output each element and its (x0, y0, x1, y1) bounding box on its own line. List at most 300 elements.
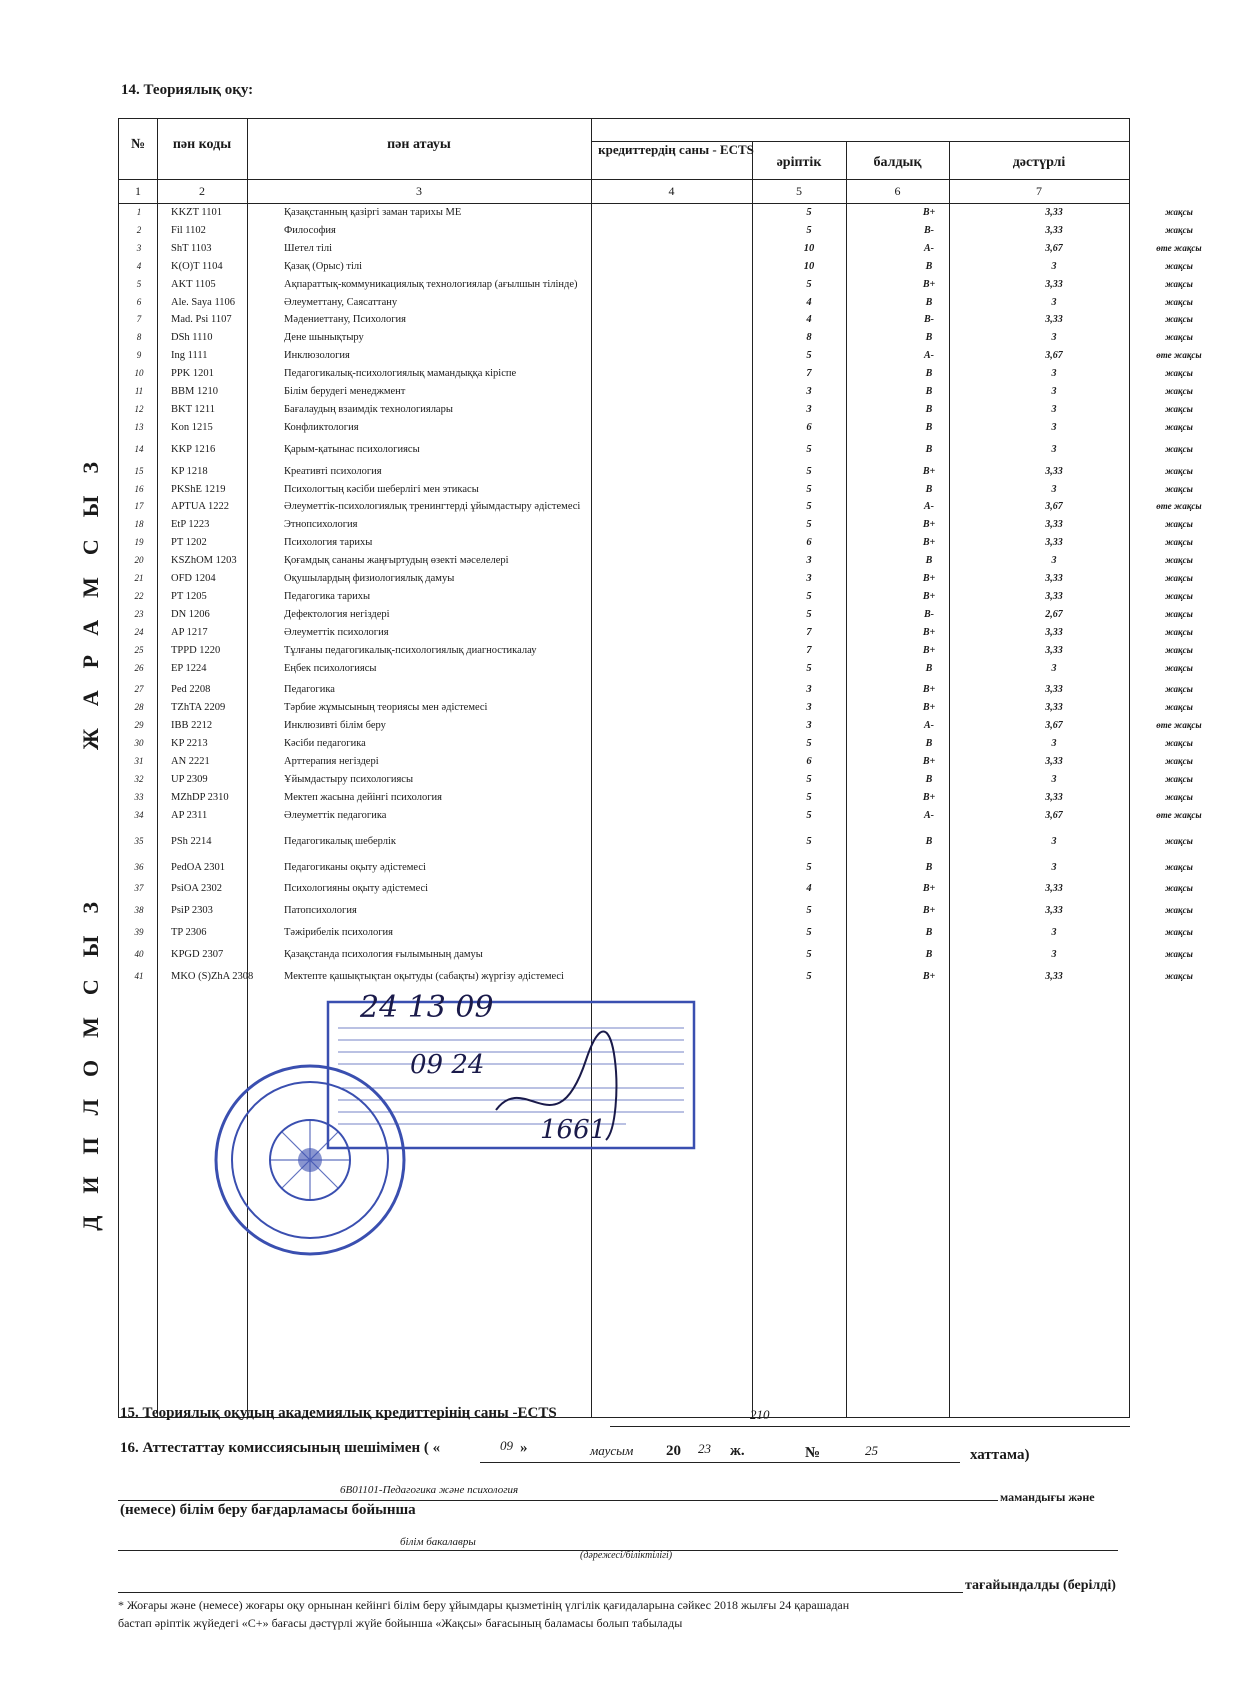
points-grade: 3 (1051, 296, 1057, 308)
row-number: 27 (134, 684, 144, 695)
subject-name: Инклюзология (284, 350, 350, 362)
letter-grade: B+ (922, 626, 936, 638)
subject-name: Әлеуметтік-психологиялық тренингтерді ұйымдастыру әдістемесі (284, 501, 581, 513)
table-row (119, 260, 1193, 277)
letter-grade: B (925, 555, 933, 567)
table-row (119, 590, 1193, 607)
subject-name: Инклюзивті білім беру (284, 720, 386, 732)
subject-code: PT 1205 (171, 590, 207, 602)
letter-grade: A- (924, 350, 934, 362)
traditional-grade: жақсы (1165, 403, 1193, 414)
col-number: 2 (199, 184, 205, 198)
underline (118, 1592, 963, 1593)
points-grade: 3,33 (1045, 905, 1063, 917)
row-number: 21 (134, 573, 144, 583)
credits: 5 (806, 773, 812, 785)
traditional-grade: өте жақсы (1156, 720, 1202, 731)
subject-name: Әлеуметтік психология (284, 626, 389, 638)
subject-code: KSZhOM 1203 (171, 555, 237, 567)
total-credits: 210 (750, 1407, 770, 1422)
points-grade: 3 (1051, 368, 1057, 380)
row-number: 29 (134, 720, 144, 731)
credits: 5 (806, 465, 812, 477)
letter-grade: B (925, 332, 933, 344)
row-number: 35 (134, 835, 144, 846)
points-grade: 3,33 (1045, 883, 1063, 895)
header-name: пән атауы (387, 137, 451, 152)
subject-code: OFD 1204 (171, 573, 216, 584)
subject-code: EtP 1223 (171, 519, 210, 531)
table-row (119, 702, 1193, 718)
points-grade: 3,33 (1045, 537, 1063, 549)
row-number: 18 (134, 519, 144, 530)
subject-code: MZhDP 2310 (171, 791, 229, 803)
points-grade: 3 (1051, 421, 1057, 433)
credits: 10 (803, 242, 815, 254)
subject-code: KP 1218 (171, 465, 208, 477)
traditional-grade: жақсы (1165, 738, 1193, 749)
points-grade: 2,67 (1045, 608, 1063, 620)
credits: 3 (806, 386, 812, 397)
row-number: 17 (134, 501, 144, 512)
subject-code: Kon 1215 (171, 421, 213, 433)
subject-code: KKP 1216 (171, 443, 216, 455)
credits: 5 (806, 483, 812, 495)
letter-grade: B+ (922, 684, 936, 696)
traditional-grade: жақсы (1165, 608, 1193, 619)
letter-grade: B+ (922, 590, 936, 602)
att-year-prefix: 20 (666, 1443, 681, 1459)
letter-grade: B (925, 368, 933, 380)
credits: 5 (806, 662, 812, 674)
traditional-grade: жақсы (1165, 927, 1193, 938)
att-year-suffix: ж. (730, 1443, 745, 1459)
letter-grade: B+ (922, 971, 936, 982)
credits: 5 (806, 501, 812, 513)
letter-grade: B (925, 483, 933, 495)
letter-grade: B+ (922, 278, 936, 290)
row-number: 9 (136, 350, 142, 361)
traditional-grade: жақсы (1165, 702, 1193, 713)
points-grade: 3,33 (1045, 278, 1063, 290)
subject-code: K(O)T 1104 (171, 260, 223, 272)
subject-code: AP 1217 (171, 626, 208, 638)
points-grade: 3,67 (1045, 720, 1063, 732)
subject-code: Ale. Saya 1106 (171, 296, 236, 308)
row-number: 25 (134, 644, 144, 655)
points-grade: 3,67 (1045, 242, 1063, 254)
row-number: 32 (134, 773, 144, 784)
row-number: 30 (134, 738, 144, 749)
traditional-grade: жақсы (1165, 386, 1193, 396)
credits: 5 (806, 519, 812, 531)
subject-code: BBM 1210 (171, 386, 218, 397)
subject-name: Мектеп жасына дейінгі психология (284, 791, 442, 803)
subject-code: TZhTA 2209 (171, 702, 226, 714)
table-row (119, 519, 1193, 535)
letter-grade: B (925, 296, 933, 308)
row-number: 20 (134, 555, 144, 566)
letter-grade: B- (924, 314, 934, 326)
points-grade: 3 (1051, 927, 1057, 939)
subject-name: Білім берудегі менеджмент (284, 386, 406, 397)
table-row (119, 555, 1193, 571)
att-day: 09 (500, 1438, 513, 1453)
subject-code: PsiOA 2302 (171, 883, 223, 895)
protocol-suffix: хаттама) (970, 1447, 1030, 1463)
traditional-grade: жақсы (1165, 773, 1193, 784)
subject-name: Креативті психология (284, 465, 382, 477)
row-number: 4 (136, 260, 142, 271)
subject-name: Философия (284, 224, 336, 236)
underline (480, 1462, 960, 1463)
table-row (119, 242, 1202, 259)
degree-hint: (дәрежесі/біліктілігі) (580, 1550, 673, 1561)
subject-code: KKZT 1101 (171, 207, 223, 218)
points-grade: 3 (1051, 738, 1057, 750)
credits: 6 (806, 537, 812, 549)
row-number: 36 (134, 861, 144, 872)
traditional-grade: жақсы (1165, 905, 1193, 916)
credits: 5 (806, 738, 812, 750)
header-no: № (130, 137, 146, 152)
traditional-grade: өте жақсы (1156, 242, 1202, 253)
row-number: 11 (134, 386, 144, 396)
subject-name: Қазақ (Орыс) тілі (284, 260, 363, 272)
subject-code: DN 1206 (171, 608, 210, 620)
subject-code: KP 2213 (171, 738, 208, 750)
letter-grade: B- (924, 224, 934, 236)
traditional-grade: жақсы (1165, 791, 1193, 802)
subject-code: PedOA 2301 (171, 861, 225, 873)
credits: 3 (806, 573, 812, 584)
credits: 6 (806, 756, 812, 767)
subject-code: Ing 1111 (171, 350, 208, 362)
points-grade: 3 (1051, 773, 1057, 785)
traditional-grade: жақсы (1165, 684, 1193, 695)
credits: 4 (806, 883, 812, 895)
subject-name: Психологияны оқыту әдістемесі (284, 883, 429, 895)
subject-name: Педагогика тарихы (284, 590, 371, 602)
subject-name: Кәсіби педагогика (284, 738, 366, 750)
letter-grade: B+ (922, 644, 936, 656)
traditional-grade: жақсы (1165, 883, 1193, 894)
row-number: 6 (136, 296, 142, 307)
traditional-grade: өте жақсы (1156, 809, 1202, 820)
header-rule (119, 179, 1129, 180)
traditional-grade: жақсы (1165, 756, 1193, 766)
table-row (119, 835, 1193, 852)
traditional-grade: өте жақсы (1156, 501, 1202, 512)
letter-grade: B+ (922, 791, 936, 803)
stamp-reg-no: 1661 (540, 1115, 607, 1145)
footer-line-15: 15. Теориялық оқудың академиялық кредиттерінің саны -ECTS (120, 1405, 557, 1421)
table-row (119, 773, 1193, 790)
traditional-grade: жақсы (1165, 573, 1193, 583)
credits: 4 (806, 296, 812, 308)
header-rule (119, 203, 1129, 204)
subject-code: TP 2306 (171, 927, 207, 939)
points-grade: 3,33 (1045, 791, 1063, 803)
credits: 4 (806, 314, 812, 326)
subject-name: Дефектология негіздері (284, 608, 390, 620)
subject-name: Арттерапия негіздері (284, 756, 379, 767)
table-row (119, 207, 1193, 223)
letter-grade: B+ (922, 519, 936, 531)
points-grade: 3 (1051, 332, 1057, 344)
table-row (119, 501, 1202, 517)
credits: 3 (806, 555, 812, 567)
credits: 5 (806, 791, 812, 803)
subject-name: Қазақстанның қазіргі заман тарихы МЕ (284, 207, 462, 218)
points-grade: 3,33 (1045, 314, 1063, 326)
points-grade: 3,33 (1045, 684, 1063, 696)
row-number: 5 (136, 278, 142, 289)
table-row (119, 537, 1193, 553)
table-row (119, 949, 1193, 965)
subject-name: Оқушылардың физиологиялық дамуы (284, 573, 455, 584)
side-label-bottom: ДИПЛОМСЫЗ (78, 880, 103, 1231)
traditional-grade: жақсы (1165, 224, 1193, 235)
subject-name: Бағалаудың взаимдік технологиялары (284, 403, 453, 415)
subject-code: Fil 1102 (171, 224, 206, 236)
letter-grade: B (925, 835, 933, 847)
subject-code: Mad. Psi 1107 (171, 314, 232, 326)
points-grade: 3 (1051, 260, 1057, 272)
row-number: 34 (134, 809, 144, 820)
subject-code: EP 1224 (171, 662, 207, 674)
credits: 5 (806, 949, 812, 961)
table-row (119, 809, 1202, 826)
col-number: 6 (894, 184, 901, 198)
letter-grade: B (925, 421, 933, 433)
header-code: пән коды (172, 137, 232, 152)
program-line: (немесе) білім беру бағдарламасы бойынша (120, 1502, 416, 1518)
credits: 6 (806, 421, 812, 433)
credits: 7 (806, 644, 812, 656)
subject-name: Тұлғаны педагогикалық-психологиялық диагностикалау (284, 644, 537, 656)
traditional-grade: жақсы (1165, 207, 1193, 217)
traditional-grade: жақсы (1165, 555, 1193, 566)
subject-code: AP 2311 (171, 809, 208, 821)
traditional-grade: жақсы (1165, 421, 1193, 432)
subject-name: Қоғамдық сананы жаңғыртудың өзекті мәселелері (284, 555, 509, 567)
row-number: 19 (134, 537, 144, 548)
table-row (119, 443, 1193, 460)
table-row (119, 971, 1193, 987)
credits: 5 (806, 350, 812, 362)
table-row (119, 278, 1193, 295)
table-row (119, 224, 1193, 241)
subject-code: AN 2221 (171, 756, 210, 767)
letter-grade: B+ (922, 756, 936, 767)
row-number: 24 (134, 626, 144, 637)
row-number: 23 (134, 608, 144, 619)
subject-code: Ped 2208 (171, 684, 211, 696)
credits: 3 (806, 684, 812, 696)
traditional-grade: жақсы (1165, 662, 1193, 673)
traditional-grade: жақсы (1165, 644, 1193, 655)
subject-name: Мектепте қашықтықтан оқытуды (сабақты) жүргізу әдістемесі (284, 971, 564, 982)
program-code: 6В01101-Педагогика және психология (340, 1484, 519, 1496)
points-grade: 3,67 (1045, 501, 1063, 513)
letter-grade: B+ (922, 702, 936, 714)
row-number: 40 (134, 949, 144, 960)
table-row (119, 608, 1193, 625)
footer-line-16: 16. Аттестаттау комиссиясының шешімімен ( « (120, 1440, 441, 1456)
points-grade: 3,33 (1045, 519, 1063, 531)
row-number: 7 (136, 314, 142, 325)
traditional-grade: жақсы (1165, 314, 1193, 325)
traditional-grade: жақсы (1165, 368, 1193, 379)
letter-grade: B (925, 403, 933, 415)
credits: 5 (806, 278, 812, 290)
table-row (119, 465, 1193, 482)
letter-grade: B (925, 260, 933, 272)
row-number: 31 (134, 756, 144, 766)
credits: 5 (806, 207, 812, 218)
credits: 5 (806, 608, 812, 620)
subject-code: IBB 2212 (171, 720, 213, 732)
row-number: 12 (134, 403, 144, 414)
letter-grade: B- (924, 608, 934, 620)
points-grade: 3 (1051, 662, 1057, 674)
row-number: 16 (134, 483, 144, 494)
row-number: 1 (136, 207, 142, 217)
letter-grade: B+ (922, 537, 936, 549)
subject-name: Еңбек психологиясы (284, 662, 377, 674)
traditional-grade: жақсы (1165, 590, 1193, 601)
points-grade: 3,33 (1045, 573, 1063, 584)
subject-name: Қазақстанда психология ғылымының дамуы (284, 949, 483, 961)
subject-name: Педагогикалық шеберлік (284, 835, 397, 847)
subject-code: BKT 1211 (171, 403, 216, 415)
points-grade: 3 (1051, 949, 1057, 961)
header-traditional: дәстүрлі (1012, 155, 1066, 170)
points-grade: 3 (1051, 835, 1057, 847)
table-row (119, 738, 1193, 754)
subject-name: Конфликтология (284, 421, 359, 433)
row-number: 41 (134, 971, 144, 981)
subject-name: Психологтың кәсіби шеберлігі мен этикасы (284, 483, 479, 495)
subject-name: Патопсихология (284, 905, 357, 917)
row-number: 8 (136, 332, 142, 343)
points-grade: 3 (1051, 861, 1057, 873)
points-grade: 3,33 (1045, 702, 1063, 714)
row-number: 3 (136, 242, 142, 253)
table-row (119, 927, 1193, 943)
row-number: 37 (134, 883, 144, 894)
footnote-line-2: бастап әріптік жүйедегі «С+» бағасы дәстүрлі жүйе бойынша «Жақсы» бағасының баламасы болып табылады (118, 1616, 683, 1630)
subject-code: ShT 1103 (171, 242, 212, 254)
table-row (119, 756, 1193, 772)
points-grade: 3,33 (1045, 465, 1063, 477)
credits: 5 (806, 905, 812, 917)
subject-name: Педагогикалық-психологиялық мамандыққа кіріспе (284, 368, 517, 380)
subject-name: Ұйымдастыру психологиясы (284, 773, 414, 785)
letter-grade: B+ (922, 905, 936, 917)
points-grade: 3,33 (1045, 207, 1063, 218)
credits: 5 (806, 224, 812, 236)
table-row (119, 368, 1193, 384)
row-number: 2 (136, 224, 142, 235)
traditional-grade: жақсы (1165, 296, 1193, 307)
table-row (119, 483, 1193, 500)
stamp-date-top: 24 13 09 (360, 990, 494, 1025)
footnote-line-1: * Жоғары және (немесе) жоғары оқу орнынан кейінгі білім беру ұйымдары қызметінің үлгілік қағидаларына сәйкес 2018 жылғы 24 қарашадан (118, 1598, 850, 1612)
table-row (119, 791, 1193, 808)
degree-value: білім бакалавры (400, 1536, 476, 1548)
subject-name: Тәрбие жұмысының теориясы мен әдістемесі (284, 702, 488, 714)
points-grade: 3 (1051, 403, 1057, 415)
credits: 7 (806, 368, 812, 380)
header-credits: кредиттердің саны - ECTS (598, 142, 754, 157)
table-row (119, 314, 1193, 330)
table-row (119, 296, 1193, 313)
traditional-grade: жақсы (1165, 278, 1193, 289)
table-row (119, 403, 1193, 420)
letter-grade: B (925, 443, 933, 455)
points-grade: 3,33 (1045, 971, 1063, 982)
row-number: 14 (134, 443, 144, 454)
col-number: 5 (796, 184, 802, 198)
points-grade: 3,33 (1045, 626, 1063, 638)
credits: 10 (803, 260, 815, 272)
letter-grade: B+ (922, 883, 936, 895)
credits: 8 (806, 332, 812, 344)
letter-grade: B (925, 927, 933, 939)
letter-grade: A- (924, 242, 934, 254)
protocol-no-label: № (805, 1445, 821, 1461)
col-number: 4 (668, 184, 675, 198)
table-row (119, 350, 1202, 366)
row-number: 15 (134, 465, 144, 476)
row-number: 13 (134, 421, 144, 432)
subject-code: KPGD 2307 (171, 949, 224, 961)
letter-grade: B (925, 773, 933, 785)
header-points: балдық (873, 155, 922, 170)
letter-grade: B+ (922, 465, 936, 477)
traditional-grade: жақсы (1165, 861, 1193, 872)
col-number: 1 (135, 184, 141, 198)
subject-name: Әлеуметтану, Саясаттану (284, 296, 398, 308)
subject-code: DSh 1110 (171, 332, 213, 344)
letter-grade: A- (924, 809, 934, 821)
credits: 5 (806, 927, 812, 939)
table-row (119, 720, 1202, 736)
row-number: 22 (134, 590, 144, 601)
letter-grade: B+ (922, 207, 936, 218)
letter-grade: B (925, 738, 933, 750)
subject-name: Педагогиканы оқыту әдістемесі (284, 861, 426, 873)
subject-code: PSh 2214 (171, 835, 212, 847)
points-grade: 3,33 (1045, 756, 1063, 767)
subject-code: TPPD 1220 (171, 644, 221, 656)
traditional-grade: жақсы (1165, 332, 1193, 343)
subject-name: Мәдениеттану, Психология (284, 314, 407, 326)
points-grade: 3,33 (1045, 590, 1063, 602)
letter-grade: A- (924, 501, 934, 513)
traditional-grade: жақсы (1165, 835, 1193, 846)
points-grade: 3,33 (1045, 644, 1063, 656)
table-row (119, 644, 1193, 661)
col-number: 3 (416, 184, 422, 198)
traditional-grade: жақсы (1165, 483, 1193, 494)
traditional-grade: жақсы (1165, 626, 1193, 637)
subject-name: Әлеуметтік педагогика (284, 809, 387, 821)
credits: 5 (806, 590, 812, 602)
subject-name: Педагогика (284, 684, 335, 696)
